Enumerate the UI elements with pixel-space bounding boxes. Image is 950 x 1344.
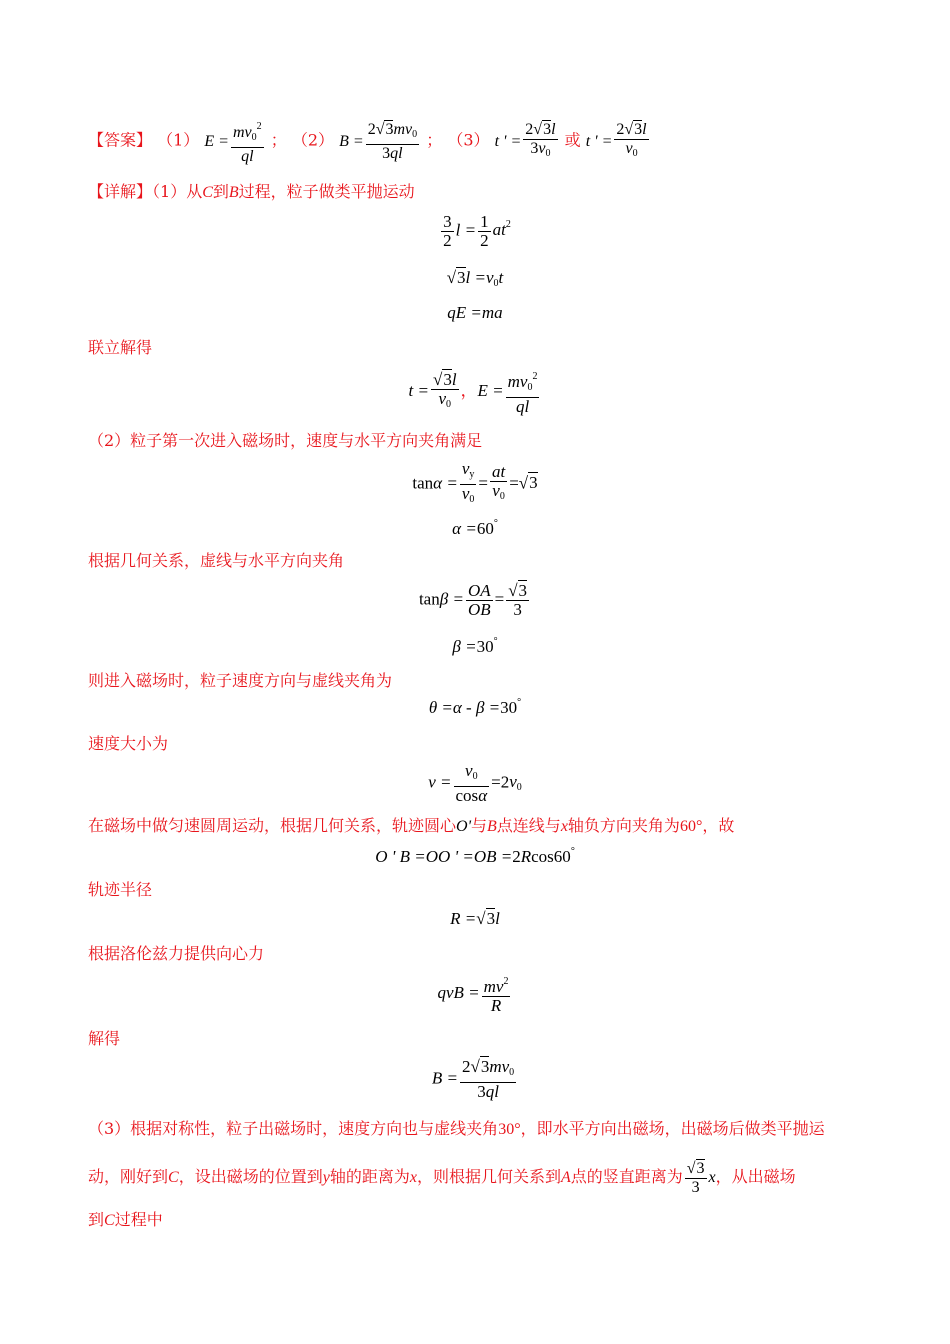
equation-lorentz: qvB = $\frac{mv^2}{R}$ xyxy=(0,973,950,1015)
equation-t-e: t = $\frac{√3l}{v_0}$ ，E = $\frac{mv_0^2}{ql}$ xyxy=(408,369,538,416)
answer-line xyxy=(88,118,651,166)
part3-y: y xyxy=(322,1169,330,1187)
text-solve: 解得 xyxy=(88,1029,121,1048)
equation-tan-alpha: tanα = $\frac{v_y}{v_0}$ = $\frac{at}{v_0}$ =√3 xyxy=(412,459,538,505)
text-part3-line2 xyxy=(88,1160,796,1197)
equation-displacement-x: $√3l =v_0t$ xyxy=(446,268,504,289)
part3-text-c: 动，刚好到 xyxy=(88,1167,169,1187)
answer-eq1: E = $\frac{mv_0^2}{ql}$ xyxy=(204,133,265,150)
detail-text-c: 过程，粒子做类平抛运动 xyxy=(238,182,415,201)
circle-o: O' xyxy=(456,818,471,835)
part3-text-g: 点的竖直距离为 xyxy=(570,1167,683,1187)
text-geometry: 根据几何关系，虚线与水平方向夹角 xyxy=(88,551,345,570)
circle-text-c: 点连线与 xyxy=(496,816,561,835)
part3-text-f: ，则根据几何关系到 xyxy=(416,1167,561,1187)
part3-fraction: $\frac{√3}{3}$ x xyxy=(686,1160,716,1196)
answer-tag: 【答案】 xyxy=(88,130,153,150)
equation-beta: β =30° xyxy=(452,636,498,656)
equation-displacement-y: $\frac{3}{2}$ l = $\frac{1}{2}$ $at^2$ xyxy=(443,212,511,250)
equation-b: B = $\frac{2√3mv_0}{3ql}$ xyxy=(431,1057,515,1101)
part3-text-a: （3）根据对称性，粒子出磁场时，速度方向也与虚线夹角 xyxy=(88,1119,499,1138)
circle-deg: 60° xyxy=(679,818,703,835)
equation-tan-beta: tanβ = $\frac{OA}{OB}$ = $\frac{√3}{3}$ xyxy=(418,581,528,619)
part3-c2: C xyxy=(104,1212,115,1229)
text-part3-line1 xyxy=(88,1118,825,1141)
equation-alpha: α =60° xyxy=(452,518,498,538)
text-lianli: 联立解得 xyxy=(88,338,153,357)
text-part2: （2）粒子第一次进入磁场时，速度与水平方向夹角满足 xyxy=(88,431,483,450)
equation-force: qE =ma xyxy=(447,303,503,322)
part3-x: x xyxy=(409,1169,417,1187)
part3-deg: 30° xyxy=(498,1121,521,1138)
equation-theta: θ =α - β =30° xyxy=(428,697,522,717)
part3-text-j: 过程中 xyxy=(114,1210,163,1229)
part3-text-i: 到 xyxy=(88,1210,105,1229)
part3-text-d: ，设出磁场的位置到 xyxy=(178,1167,323,1187)
detail-tag: 【详解】 xyxy=(88,182,153,201)
answer-sep: ； xyxy=(270,130,287,150)
circle-text-e: ，故 xyxy=(702,816,735,835)
answer-or: 或 xyxy=(564,130,581,150)
detail-c: C xyxy=(202,184,213,201)
equation-r: R =√3l xyxy=(450,909,500,928)
answer-part2: （2） xyxy=(291,130,335,150)
circle-x: x xyxy=(560,818,568,835)
text-radius: 轨迹半径 xyxy=(88,880,153,899)
answer-eq2: B = $\frac{2√3mv_0}{3ql}$ xyxy=(339,121,418,162)
text-lorentz: 根据洛伦兹力提供向心力 xyxy=(88,944,265,963)
part3-text-e: 轴的距离为 xyxy=(329,1167,410,1187)
equation-velocity: v = $\frac{v_0}{\cos\alpha}$ $=2v_0$ xyxy=(428,761,522,805)
answer-part3: （3） xyxy=(447,130,490,150)
circle-text-b: 与 xyxy=(471,816,488,835)
text-speed: 速度大小为 xyxy=(88,734,169,753)
part3-a: A xyxy=(560,1169,571,1187)
answer-part1: （1） xyxy=(157,130,200,150)
circle-text-a: 在磁场中做匀速圆周运动，根据几何关系，轨迹圆心 xyxy=(88,816,457,835)
text-circle xyxy=(88,815,734,838)
text-enter: 则进入磁场时，粒子速度方向与虚线夹角为 xyxy=(88,671,393,690)
answer-eq3b: t ' = $\frac{2√3l}{v_0}$ xyxy=(585,121,647,159)
circle-text-d: 轴负方向夹角为 xyxy=(567,816,680,835)
detail-b: B xyxy=(228,184,239,201)
answer-eq3a: t ' = $\frac{2√3l}{3v_0}$ xyxy=(494,121,556,159)
detail-text-a: （1）从 xyxy=(152,182,203,201)
text-part3-line3 xyxy=(88,1209,163,1232)
detail-line xyxy=(88,181,415,204)
circle-b: B xyxy=(487,818,497,835)
detail-text-b: 到 xyxy=(212,182,229,201)
answer-sep-2: ； xyxy=(426,130,443,150)
part3-text-h: ，从出磁场 xyxy=(715,1167,796,1187)
part3-text-b: ，即水平方向出磁场，出磁场后做类平抛运 xyxy=(520,1119,825,1138)
equation-ob: O ' B =OO ' =OB =2Rcos60° xyxy=(375,846,575,866)
part3-c: C xyxy=(168,1169,179,1187)
